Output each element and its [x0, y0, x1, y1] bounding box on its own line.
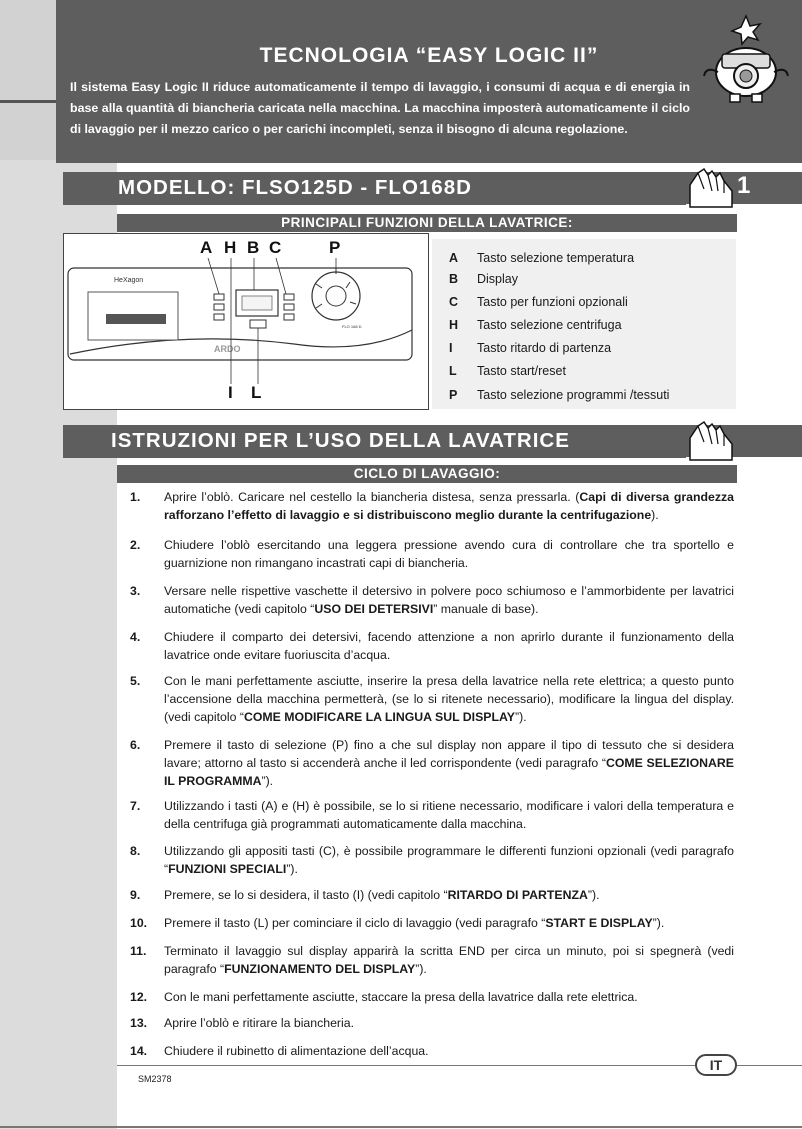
brand-logo-text: HeXagon	[114, 277, 144, 284]
list-item: 3. Versare nelle rispettive vaschette il detersivo in polvere poco schiumoso e l’ammorbidente per lavatrici automatiche (vedi capitolo “USO DEI DETERSIVI” manuale di base).	[130, 584, 734, 616]
function-legend: A Tasto selezione temperatura B Display C Tasto per funzioni opzionali H Tasto selezione centrifuga I Tasto ritardo di partenza L Tasto start/reset P Tasto selezione programmi /tessuti	[432, 239, 736, 409]
intro-paragraph: Il sistema Easy Logic II riduce automaticamente il tempo di lavaggio, i consumi di acqua e di energia in base alla quantità di biancheria caricata nella macchina. La macchina imposterà automaticamente il ciclo di lavaggio per il mezzo carico o per carichi incompleti, senza il bisogno di alcuna regolazione.	[70, 80, 690, 136]
margin-rule	[0, 100, 56, 103]
list-item: 9. Premere, se lo si desidera, il tasto (I) (vedi capitolo “RITARDO DI PARTENZA”).	[130, 888, 600, 902]
section-number: 1	[737, 172, 751, 199]
washing-machine-mascot-icon	[696, 10, 796, 110]
pointing-hand-icon	[686, 163, 736, 209]
panel-label-c: C	[269, 238, 282, 257]
panel-label-a: A	[200, 238, 213, 257]
footer-rule	[737, 1065, 802, 1066]
list-item: 2. Chiudere l’oblò esercitando una leggera pressione avendo cura di controllare che tra sportello e guarnizione non rimangano incastrati capi di biancheria.	[130, 538, 734, 570]
list-item: 13. Aprire l’oblò e ritirare la biancheria.	[130, 1016, 355, 1030]
list-item: 7. Utilizzando i tasti (A) e (H) è possibile, se lo si ritiene necessario, modificare i valori della temperatura e della centrifuga già programmati automaticamente dalla macchina.	[130, 799, 734, 831]
panel-label-p: P	[329, 238, 341, 257]
page-margin-band	[0, 0, 117, 1129]
list-item: 11. Terminato il lavaggio sul display apparirà la scritta END per circa un minuto, poi si spegnerà (vedi paragrafo “FUNZIONAMENTO DEL DISPLAY”).	[130, 944, 734, 976]
list-item: 12. Con le mani perfettamente asciutte, staccare la presa della lavatrice dalla rete elettrica.	[130, 990, 638, 1004]
model-section-bar	[63, 172, 686, 205]
list-item: 8. Utilizzando gli appositi tasti (C), è possibile programmare le differenti funzioni opzionali (vedi paragrafo “FUNZIONI SPECIALI”).	[130, 844, 734, 876]
page-title: TECNOLOGIA “EASY LOGIC II”	[259, 44, 599, 67]
list-item: 14. Chiudere il rubinetto di alimentazione dell’acqua.	[130, 1044, 429, 1058]
pointing-hand-icon	[686, 416, 736, 462]
list-item: 4. Chiudere il comparto dei detersivi, facendo attenzione a non aprirlo durante il funzionamento della lavatrice onde evitare fuoriuscita d’acqua.	[130, 630, 734, 662]
instructions-section-title: ISTRUZIONI PER L’USO DELLA LAVATRICE	[111, 429, 570, 452]
control-panel-drawing	[64, 234, 428, 409]
wash-cycle-subtitle: CICLO DI LAVAGGIO:	[117, 465, 737, 483]
maker-logo-text: ARDO	[214, 344, 241, 354]
panel-label-l: L	[251, 383, 262, 402]
bottom-rule	[0, 1126, 802, 1128]
footer-rule	[117, 1065, 695, 1066]
header-banner	[56, 0, 802, 163]
list-item: 10. Premere il tasto (L) per cominciare il ciclo di lavaggio (vedi paragrafo “START E DISPLAY”).	[130, 916, 665, 930]
list-item: 5. Con le mani perfettamente asciutte, inserire la presa della lavatrice nella rete elettrica; a questo punto l’accensione della macchina permetterà, (se lo si ritenete necessario), modificare la lingua del display. (vedi capitolo “COME MODIFICARE LA LINGUA SUL DISPLAY”).	[130, 674, 734, 724]
panel-label-b: B	[247, 238, 260, 257]
control-panel-diagram	[63, 233, 429, 410]
functions-subtitle: PRINCIPALI FUNZIONI DELLA LAVATRICE:	[117, 214, 737, 232]
model-section-title: MODELLO: FLSO125D - FLO168D	[118, 176, 472, 199]
instructions-section-bar	[63, 425, 686, 458]
panel-label-h: H	[224, 238, 237, 257]
panel-label-i: I	[228, 383, 233, 402]
document-code: SM2378	[138, 1074, 172, 1084]
language-badge: IT	[695, 1054, 737, 1076]
list-item: 1. Aprire l’oblò. Caricare nel cestello la biancheria distesa, senza pressarla. (Capi di diversa grandezza rafforzano l’effetto di lavaggio e si distribuiscono meglio durante la centrifugazione).	[130, 490, 734, 522]
list-item: 6. Premere il tasto di selezione (P) fino a che sul display non appare il tipo di tessuto che si desidera lavare; attorno al tasto si accenderà anche il led corrispondente (vedi paragrafo “COME SELEZIONARE IL PROGRAMMA”).	[130, 738, 735, 788]
model-small-text: FLO 168 D	[342, 324, 362, 329]
